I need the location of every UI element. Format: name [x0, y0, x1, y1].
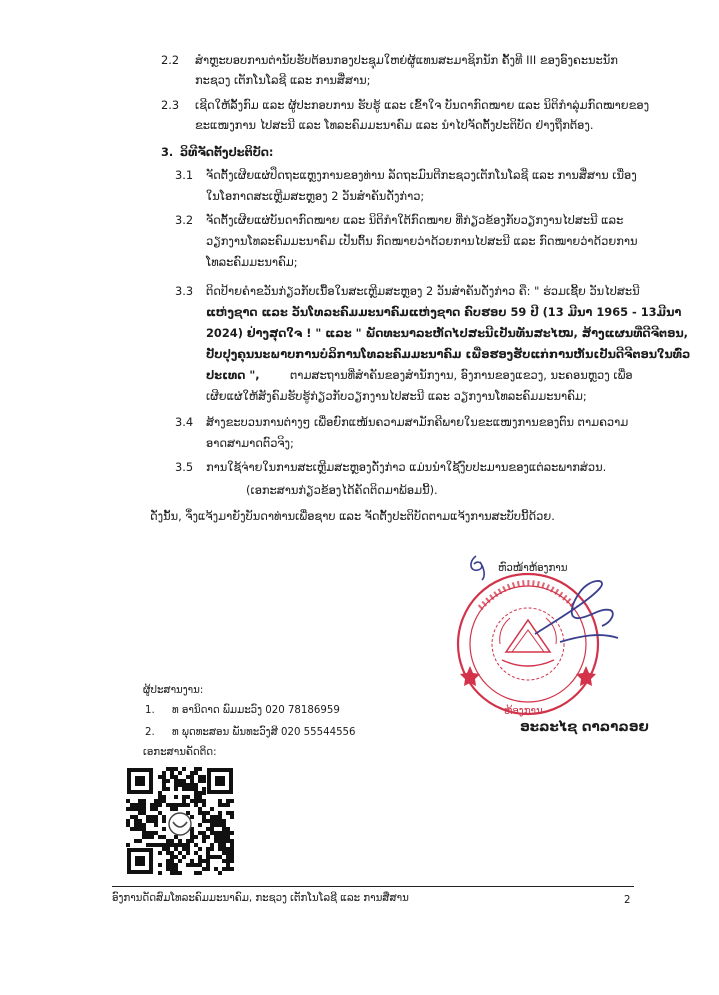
item-3-2-line-3: ໂທລະຄົມມະນາຄົມ;	[206, 255, 298, 269]
initial-mark	[471, 556, 484, 580]
signature-block	[440, 548, 690, 738]
item-3-1-line-2: ໃນໂອກາດສະເຫຼີມສະຫຼອງ 2 ວັນສໍາຄັນດັ່ງກ່າວ;	[206, 189, 425, 203]
item-2-3-number: 2.3	[161, 98, 180, 112]
item-2-2-number: 2.2	[161, 53, 180, 67]
signatory-name: ອະລະໄຊ ດາລາລອຍ	[520, 719, 649, 735]
official-seal-and-signature	[440, 548, 690, 738]
closing-sentence: ດັ່ງນັ້ນ, ຈຶ່ງແຈ້ງມາຍັງບັນດາທ່ານເພື່ອຊາບ ແລະ ຈັດຕັ້ງປະຕິບັດຕາມແຈ້ງການສະບັບນີ້ດ້ວຍ.	[150, 509, 555, 523]
item-3-3-line-5b: ຕາມສະຖານທີ່ສໍາຄັນຂອງສໍານັກງານ, ອົງການຂອງແຂວງ, ນະຄອນຫຼວງ ເພື່ອ	[290, 368, 633, 382]
signature-caption: ຫົວໜ້າຫ້ອງການ	[498, 563, 568, 574]
item-3-1-line-1: ຈັດຕັ້ງເຜີຍແຜ່ປຶດຖະແຫຼງການຂອງທ່ານ ລັດຖະມົນຕີກະຊວງເຕັກໂນໂລຊີ ແລະ ການສື່ສານ ເນື່ອງ	[206, 168, 637, 182]
section-3-number: 3.	[161, 145, 174, 159]
qr-code	[125, 766, 235, 876]
attachment-note: (ເອກະສານກ່ຽວຂ້ອງໄດ້ຄັດຕິດມາພ້ອມນີ້).	[246, 483, 438, 497]
item-3-1-number: 3.1	[175, 168, 194, 182]
item-3-5-line: ການໃຊ້ຈ່າຍໃນການສະເຫຼີມສະຫຼອງດັ່ງກ່າວ ແມ່ນນໍາໃຊ້ງົບປະມານຂອງແຕ່ລະພາກສ່ວນ.	[206, 460, 607, 474]
contact-2-number: 2.	[145, 727, 155, 738]
contact-2-text: ທ ພຸດທະສອນ ພັນທະວົງສີ 020 55544556	[172, 727, 356, 738]
item-3-3-line-1: ຕິດປ້າຍຄໍາຂວັນກ່ຽວກັບເນື້ອໃນສະເຫຼີມສະຫຼອງ 2 ວັນສໍາຄັນດັ່ງກ່າວ ຄື: " ຮ່ວມເຊີ້ຍ ວັນໄປສະນີ	[206, 284, 640, 298]
section-3-title: ວິທີຈັດຕັ້ງປະຕິບັດ:	[180, 145, 274, 159]
item-3-2-number: 3.2	[175, 213, 194, 227]
attachments-label: ເອກະສານຄັດຕິດ:	[143, 747, 217, 758]
page-number: 2	[624, 895, 631, 906]
item-3-5-number: 3.5	[175, 460, 194, 474]
item-2-2-line-2: ກະຊວງ ເຕັກໂນໂລຊີ ແລະ ການສື່ສານ;	[195, 73, 371, 87]
item-3-4-number: 3.4	[175, 415, 194, 429]
footer-text: ອົງການດັດສົມໂທລະຄົມມະນາຄົມ, ກະຊວງ ເຕັກໂນໂລຊີ ແລະ ການສື່ສານ	[112, 893, 409, 904]
item-3-2-line-1: ຈັດຕັ້ງເຜີຍແຜ່ບັນດາກົດໝາຍ ແລະ ນິຕິກໍາໃຕ້ກົດໝາຍ ທີ່ກ່ຽວຂ້ອງກັບວຽກງານໄປສະນີ ແລະ	[206, 213, 624, 227]
item-3-4-line-1: ສ້າງຂະບວນການຕ່າງໆ ເພື່ອຍົກແໜ້ນຄວາມສາມັກຄີພາຍໃນຂະແໜງການຂອງຕົນ ຕາມຄວາມ	[206, 415, 629, 429]
item-3-4-line-2: ອາດສາມາດຕົວຈິງ;	[206, 436, 294, 450]
item-3-3-number: 3.3	[175, 284, 194, 298]
item-2-2-line-1: ສໍາຫຼະບອບການຕ່ານັບຮັບຕ້ອນກອງປະຊຸມໃຫຍ່ຜູ້ແທນສະມາຊິກນັກ ຄັ້ງທີ III ຂອງອົງຄະນະນັກ	[195, 53, 618, 67]
contact-1-text: ທ ອານິດາດ ພົມມະວົງ 020 78186959	[172, 705, 340, 716]
item-2-3-line-1: ເຊີດໃຫ້ລັ້ງກົມ ແລະ ຜູ້ປະກອບການ ຮັບຮູ້ ແລະ ເຂົ້າໃຈ ບັນດາກົດໝາຍ ແລະ ນິຕິກໍາລຸ່ມກົດໝາຍຂອງ	[195, 98, 650, 112]
item-3-3-line-6: ເຜີຍແຜ່ໃຫ້ສັງຄົມຮັບຮູ້ກ່ຽວກັບວຽກງານໄປສະນີ ແລະ ວຽກງານໂທລະຄົມມະນາຄົມ;	[206, 389, 587, 403]
footer-rule	[112, 886, 634, 887]
item-2-3-line-2: ຂະແໜງການ ໄປສະນີ ແລະ ໂທລະຄົມມະນາຄົມ ແລະ ນໍາໄປຈັດຕັ້ງປະຕິບັດ ຢ່າງຖືກຕ້ອງ.	[195, 118, 594, 132]
item-3-2-line-2: ວຽກງານໂທລະຄົມມະນາຄົມ ເປັນຕົ້ນ ກົດໝາຍວ່າດ້ວຍການໄປສະນີ ແລະ ກົດໝາຍວ່າດ້ວຍການ	[206, 234, 638, 248]
item-3-3-line-2: ແຫ່ງຊາດ ແລະ ວັນໂທລະຄົມມະນາຄົມແຫ່ງຊາດ ຄົບຮອບ 59 ປີ (13 ມີນາ 1965 - 13ມີນາ	[206, 305, 682, 319]
item-3-3-line-4: ປັບປຸງຄຸນນະພາບການບໍລິການໂທລະຄົມມະນາຄົມ ເພື່ອຮອງຮັບແກ່ການຫັນເປັນດີຈີຕອນໃນທົ່ວ	[206, 347, 691, 361]
seal-label: ຫ້ອງການ	[504, 706, 543, 717]
contact-1-number: 1.	[145, 705, 155, 716]
contacts-heading: ຜູ້ປະສານງານ:	[143, 685, 204, 696]
item-3-3-line-5a: ປະເທດ ",	[206, 368, 260, 382]
item-3-3-line-3: 2024) ຢ່າງສຸດໃຈ ! " ແລະ " ພັດທະນາລະຫັດໄປສະນີເປັນທັນສະໄໝ, ສ້າງແຜນທີ່ດີຈີຕອນ,	[206, 326, 688, 340]
qr-code-graphic	[125, 766, 235, 876]
